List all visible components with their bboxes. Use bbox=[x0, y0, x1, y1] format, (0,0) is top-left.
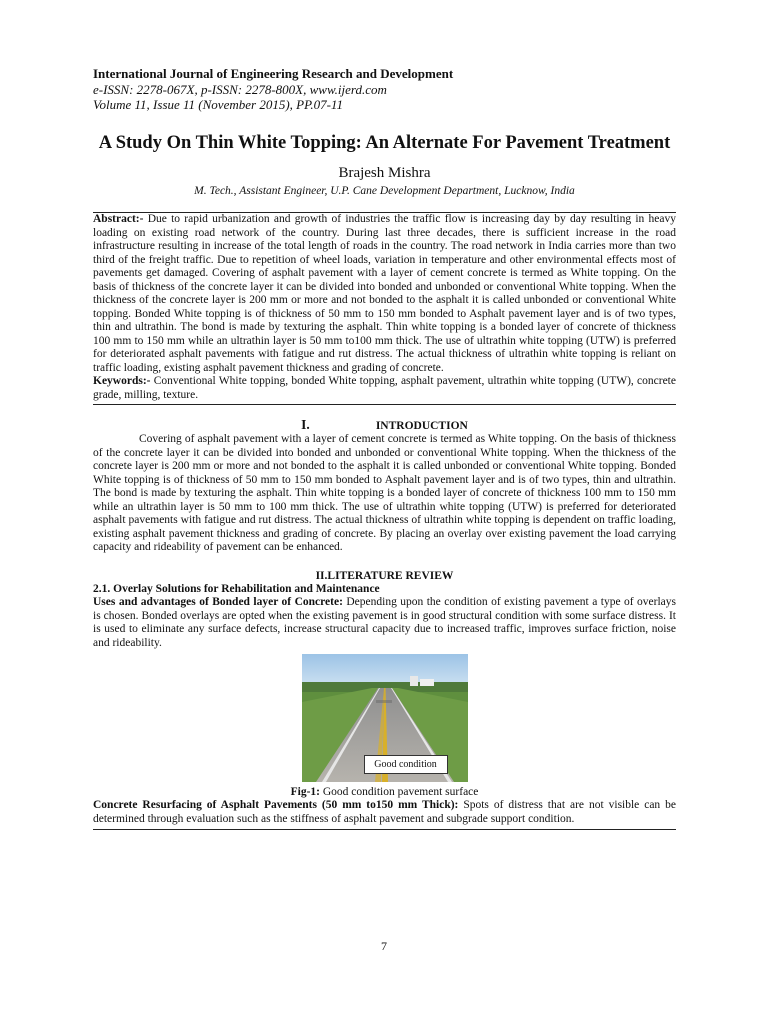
keywords-label: Keywords:- bbox=[93, 375, 151, 387]
figure-tag: Good condition bbox=[364, 755, 448, 774]
overlay-paragraph bbox=[93, 596, 676, 650]
section-heading-literature bbox=[93, 569, 676, 583]
author-affiliation: M. Tech., Assistant Engineer, U.P. Cane Development Department, Lucknow, India bbox=[194, 185, 575, 197]
road-photo bbox=[302, 654, 468, 782]
paper-title: A Study On Thin White Topping: An Alternate For Pavement Treatment bbox=[98, 133, 671, 153]
bottom-divider bbox=[93, 404, 676, 405]
page-number: 7 bbox=[381, 939, 387, 953]
introduction-paragraph: Covering of asphalt pavement with a layer of cement concrete is termed as White topping. On the basis of thickness of the concrete layer it can be divided into bonded and unbonded or conventional White topping. When the thickness of the concrete layer is 200 mm or more and not bonded to the asphalt it is called unbonded or conventional White topping. Bonded White topping is of thickness of 50 mm to 150 mm bonded to Asphalt pavement layer and is of two types, thin and ultrathin. The bond is made by texturing the asphalt. Thin white topping is a bonded layer of concrete of thickness 100 mm to 150 mm while an ultrathin layer is 50 mm to 100 mm thick. The use of ultrathin white topping (UTW) is preferred for deteriorated asphalt pavements with fatigue and rut distress. The actual thickness of ultrathin white topping is dependent on traffic loading, existing asphalt pavement thickness and grading of concrete. By placing an overlay over existing pavement the load carrying capacity and rideability of pavement can be enhanced. bbox=[93, 433, 676, 553]
figure-caption-label: Fig-1: bbox=[290, 786, 320, 798]
overlay-text: Depending upon the condition of existing pavement a type of overlays is chosen. Bonded overlays are opted when the existing pavement is in good structural condition with some surface distress. It is used to eliminate any surface defects, increase structural capacity due to increased traffic, improves surface friction, noise and rideability. bbox=[93, 596, 676, 649]
keywords-text: Conventional White topping, bonded White topping, asphalt pavement, ultrathin white topping (UTW), concrete grade, milling, texture. bbox=[93, 375, 676, 401]
journal-name: International Journal of Engineering Research and Development bbox=[93, 66, 454, 81]
paper-page bbox=[93, 66, 676, 830]
abstract-text: Due to rapid urbanization and growth of industries the traffic flow is increasing day by day resulting in heavy loading on existing road network of the country. During last three decades, there is sufficient increase in the road infrastructure resulting in increase of the total length of roads in the country. The road network in India carries more than two third of the freight traffic. Due to repetition of wheel loads, variation in temperature and other environmental effects most of pavements get damaged. Covering of asphalt pavement with a layer of cement concrete is termed as White topping. On the basis of thickness of the concrete layer it can be divided into bonded and unbonded or conventional White topping. When the thickness of the concrete layer is 200 mm or more and not bonded to the asphalt it is called unbonded or conventional White topping. Bonded White topping is of thickness of 50 mm to 150 mm bonded to Asphalt pavement layer and is of two types, thin and ultrathin. The bond is made by texturing the asphalt. Thin white topping is a bonded layer of concrete of thickness 100 mm to 150 mm while an ultrathin layer is 50 mm to100 mm thick. The use of ultrathin white topping (UTW) is preferred for deteriorated asphalt pavements with fatigue and rut distress. The actual thickness of ultrathin white topping is reliant on traffic loading, existing asphalt pavement thickness and grading of concrete. bbox=[93, 213, 676, 374]
section-number: I. bbox=[301, 417, 310, 432]
figure-caption-text: Good condition pavement surface bbox=[319, 786, 479, 798]
overlay-label: Uses and advantages of Bonded layer of Concrete: bbox=[93, 596, 343, 608]
subsection-heading: 2.1. Overlay Solutions for Rehabilitation and Maintenance bbox=[93, 582, 380, 595]
abstract bbox=[93, 213, 676, 375]
section-title: INTRODUCTION bbox=[375, 420, 468, 432]
keywords bbox=[93, 375, 676, 402]
resurfacing-paragraph bbox=[93, 799, 676, 826]
footer-divider bbox=[93, 829, 676, 830]
section-title: LITERATURE REVIEW bbox=[327, 569, 454, 582]
resurfacing-label: Concrete Resurfacing of Asphalt Pavements (50 mm to150 mm Thick): bbox=[93, 799, 459, 811]
journal-volume: Volume 11, Issue 11 (November 2015), PP.07-11 bbox=[93, 97, 343, 112]
author-name: Brajesh Mishra bbox=[338, 165, 431, 181]
section-number: II. bbox=[315, 569, 328, 582]
journal-issn: e-ISSN: 2278-067X, p-ISSN: 2278-800X, www.ijerd.com bbox=[93, 82, 387, 97]
section-heading-introduction bbox=[93, 418, 676, 433]
resurfacing-text: Spots of distress that are not visible can be determined through evaluation such as the stiffness of asphalt pavement and subgrade support condition. bbox=[93, 799, 676, 825]
figure-caption bbox=[93, 785, 676, 799]
abstract-label: Abstract:- bbox=[93, 213, 144, 225]
